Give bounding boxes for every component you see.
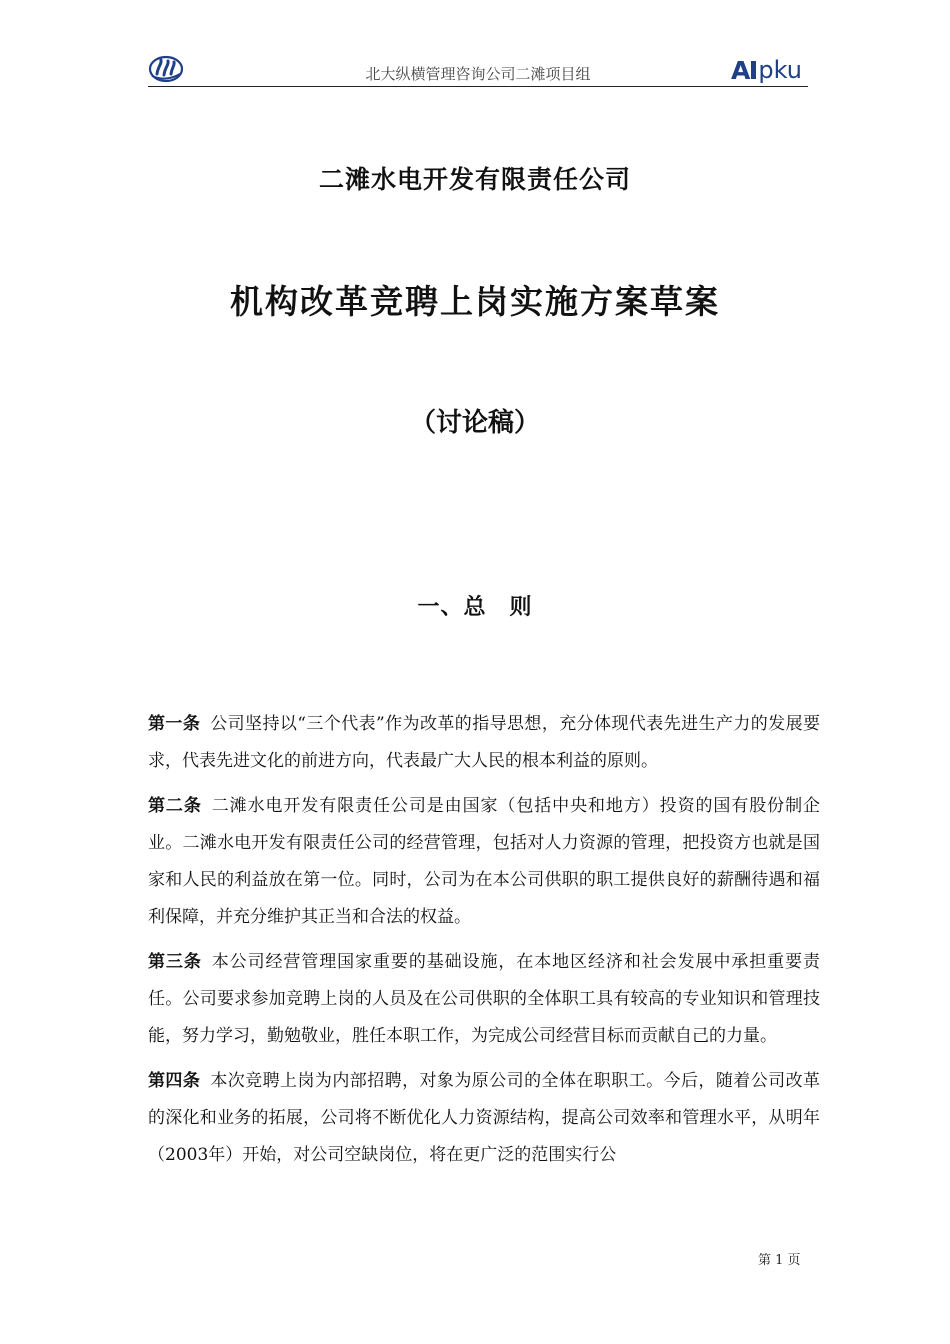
article-text: 本公司经营管理国家重要的基础设施，在本地区经济和社会发展中承担重要责任。公司要求参加竞聘上岗的人员及在公司供职的全体职工具有较高的专业知识和管理技能，努力学习，勤勉敬业，胜任本职工作，为完成公司经营目标而贡献自己的力量。	[148, 952, 820, 1046]
article-text: 公司坚持以“三个代表”作为改革的指导思想，充分体现代表先进生产力的发展要求，代表先进文化的前进方向，代表最广大人民的根本利益的原则。	[148, 714, 820, 771]
article-4	[148, 1063, 820, 1174]
articles-list	[148, 706, 820, 1182]
article-text: 二滩水电开发有限责任公司是由国家（包括中央和地方）投资的国有股份制企业。二滩水电开发有限责任公司的经营管理，包括对人力资源的管理，把投资方也就是国家和人民的利益放在第一位。同时，公司为在本公司供职的职工提供良好的薪酬待遇和福利保障，并充分维护其正当和合法的权益。	[148, 796, 820, 927]
article-text: 本次竞聘上岗为内部招聘，对象为原公司的全体在职职工。今后，随着公司改革的深化和业务的拓展，公司将不断优化人力资源结构，提高公司效率和管理水平，从明年（2003年）开始，对公司空缺岗位，将在更广泛的范围实行公	[148, 1071, 821, 1165]
article-label: 第三条	[148, 952, 202, 972]
page-number: 第 1 页	[758, 1253, 801, 1268]
header-title: 北大纵横管理咨询公司二滩项目组	[365, 65, 591, 83]
document-title: 机构改革竞聘上岗实施方案草案	[230, 282, 720, 321]
article-1	[148, 706, 820, 780]
section-heading: 一、总 则	[417, 594, 533, 620]
article-2	[148, 788, 820, 936]
article-label: 第二条	[148, 796, 202, 816]
article-label: 第四条	[148, 1071, 201, 1091]
company-name: 二滩水电开发有限责任公司	[318, 165, 631, 194]
alpku-logo-part1: A	[731, 55, 751, 85]
document-subtitle: （讨论稿）	[409, 408, 540, 438]
article-3	[148, 944, 820, 1055]
alpku-logo-bar-icon	[751, 61, 756, 79]
alpku-logo-part2: pku	[758, 56, 802, 84]
article-label: 第一条	[148, 714, 201, 734]
page-header	[148, 56, 808, 87]
alpku-logo	[731, 55, 802, 85]
